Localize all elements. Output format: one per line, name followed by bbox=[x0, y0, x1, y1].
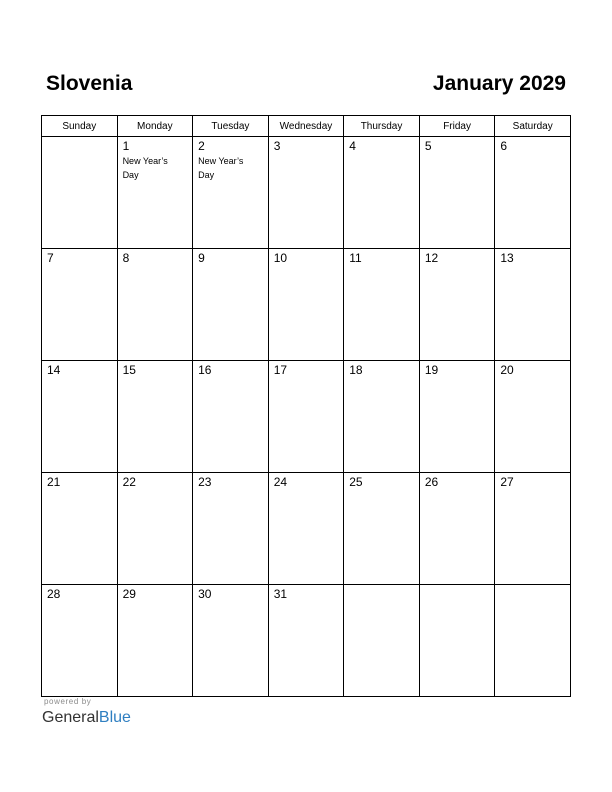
weekday-header: Thursday bbox=[344, 116, 420, 137]
day-cell bbox=[495, 361, 571, 473]
day-number: 3 bbox=[273, 139, 281, 153]
day-cell bbox=[193, 249, 269, 361]
weekday-header: Saturday bbox=[495, 116, 571, 137]
country-title: Slovenia bbox=[46, 72, 133, 95]
day-cell bbox=[117, 361, 193, 473]
weekday-header: Monday bbox=[117, 116, 193, 137]
brand-logo[interactable] bbox=[42, 708, 131, 728]
day-number: 6 bbox=[500, 139, 508, 153]
day-cell bbox=[268, 137, 344, 249]
day-number: 10 bbox=[273, 251, 288, 265]
day-number: 28 bbox=[47, 587, 61, 601]
day-number: 9 bbox=[198, 251, 205, 265]
day-cell bbox=[268, 361, 344, 473]
day-number: 22 bbox=[122, 475, 136, 489]
day-cell bbox=[42, 137, 118, 249]
day-cell bbox=[193, 585, 269, 697]
day-number: 8 bbox=[122, 251, 130, 265]
day-number: 21 bbox=[47, 475, 61, 489]
weekday-header: Tuesday bbox=[193, 116, 269, 137]
day-number: 24 bbox=[273, 475, 288, 489]
holiday-label: New Year’s Day bbox=[122, 156, 168, 180]
week-row bbox=[42, 473, 571, 585]
day-cell bbox=[193, 137, 269, 249]
day-cell bbox=[193, 473, 269, 585]
day-number: 31 bbox=[273, 587, 288, 601]
weekday-header: Wednesday bbox=[268, 116, 344, 137]
week-row bbox=[42, 585, 571, 697]
powered-by-label: powered by bbox=[44, 697, 92, 706]
day-cell bbox=[419, 137, 495, 249]
day-cell bbox=[117, 473, 193, 585]
day-number: 15 bbox=[122, 363, 136, 377]
day-number: 5 bbox=[424, 139, 432, 153]
day-cell bbox=[495, 585, 571, 697]
day-number: 23 bbox=[198, 475, 212, 489]
day-number: 29 bbox=[122, 587, 136, 601]
day-number: 26 bbox=[424, 475, 439, 489]
holiday-label: New Year’s Day bbox=[198, 156, 244, 180]
week-row bbox=[42, 137, 571, 249]
day-number: 20 bbox=[500, 363, 514, 377]
day-cell bbox=[42, 249, 118, 361]
day-cell bbox=[495, 249, 571, 361]
day-number: 4 bbox=[349, 139, 356, 153]
day-number: 25 bbox=[349, 475, 363, 489]
day-cell bbox=[419, 585, 495, 697]
day-cell bbox=[117, 137, 193, 249]
day-number: 19 bbox=[424, 363, 439, 377]
weekday-header: Friday bbox=[419, 116, 495, 137]
day-number: 30 bbox=[198, 587, 212, 601]
day-cell bbox=[419, 473, 495, 585]
weekday-header-row bbox=[42, 116, 571, 137]
day-cell bbox=[193, 361, 269, 473]
calendar-grid bbox=[41, 115, 571, 697]
day-cell bbox=[42, 585, 118, 697]
day-cell bbox=[495, 137, 571, 249]
day-cell bbox=[268, 473, 344, 585]
day-number: 12 bbox=[424, 251, 439, 265]
footer-branding bbox=[42, 696, 131, 728]
day-number: 1 bbox=[122, 139, 130, 153]
day-number: 14 bbox=[47, 363, 61, 377]
brand-name-part1: General bbox=[42, 709, 99, 726]
day-cell bbox=[117, 249, 193, 361]
day-cell bbox=[344, 585, 420, 697]
day-number: 2 bbox=[198, 139, 205, 153]
week-row bbox=[42, 249, 571, 361]
day-cell bbox=[42, 473, 118, 585]
day-cell bbox=[268, 249, 344, 361]
day-number: 13 bbox=[500, 251, 514, 265]
day-cell bbox=[344, 137, 420, 249]
day-cell bbox=[419, 249, 495, 361]
brand-name-part2: Blue bbox=[98, 709, 131, 726]
day-cell bbox=[344, 473, 420, 585]
day-cell bbox=[268, 585, 344, 697]
day-cell bbox=[117, 585, 193, 697]
day-number: 7 bbox=[47, 251, 54, 265]
day-number: 27 bbox=[500, 475, 514, 489]
day-cell bbox=[344, 249, 420, 361]
day-number: 16 bbox=[198, 363, 212, 377]
month-year-title: January 2029 bbox=[432, 72, 566, 95]
day-cell bbox=[419, 361, 495, 473]
day-number: 11 bbox=[349, 251, 362, 265]
week-row bbox=[42, 361, 571, 473]
day-number: 17 bbox=[273, 363, 288, 377]
day-cell bbox=[495, 473, 571, 585]
weekday-header: Sunday bbox=[42, 116, 118, 137]
day-cell bbox=[42, 361, 118, 473]
day-number: 18 bbox=[349, 363, 363, 377]
day-cell bbox=[344, 361, 420, 473]
